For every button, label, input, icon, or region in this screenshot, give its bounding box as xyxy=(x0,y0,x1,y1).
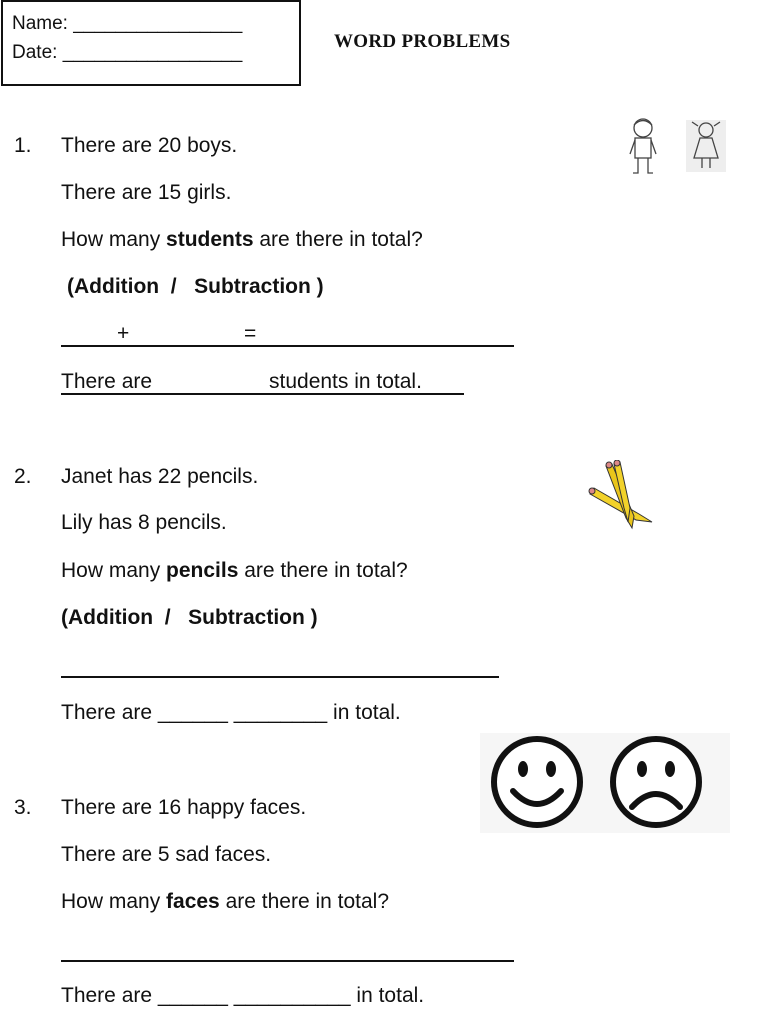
problem-1-line2: There are 15 girls. xyxy=(61,181,232,204)
problem-2-operation-choice[interactable]: (Addition / Subtraction ) xyxy=(61,606,318,629)
problem-1-question: How many students are there in total? xyxy=(61,228,423,251)
problem-2-question: How many pencils are there in total? xyxy=(61,559,408,582)
problem-2-equation-line[interactable] xyxy=(61,676,499,678)
plus-sign: + xyxy=(117,322,130,345)
problem-1-answer-pre: There are xyxy=(61,370,153,393)
problem-3-equation-line[interactable] xyxy=(61,960,514,962)
problem-2-number: 2. xyxy=(14,465,32,488)
problem-2-line2: Lily has 8 pencils. xyxy=(61,511,227,534)
problem-1-line1: There are 20 boys. xyxy=(61,134,238,157)
problem-3-line1: There are 16 happy faces. xyxy=(61,796,307,819)
boy-girl-clipart xyxy=(626,116,730,180)
page-title: WORD PROBLEMS xyxy=(334,31,511,52)
problem-3-answer[interactable]: There are ______ __________ in total. xyxy=(61,984,425,1007)
problem-2-line1: Janet has 22 pencils. xyxy=(61,465,259,488)
equals-sign: = xyxy=(244,322,257,345)
problem-3-line2: There are 5 sad faces. xyxy=(61,843,272,866)
happy-sad-faces-clipart xyxy=(480,733,730,833)
problem-3-question: How many faces are there in total? xyxy=(61,890,390,913)
equation-answer-line[interactable] xyxy=(61,345,514,347)
problem-1-operation-choice[interactable]: (Addition / Subtraction ) xyxy=(67,275,324,298)
sentence-answer-line[interactable] xyxy=(61,393,464,395)
problem-1-answer-post: students in total. xyxy=(269,370,422,393)
pencils-clipart xyxy=(584,460,658,532)
problem-3-number: 3. xyxy=(14,796,32,819)
name-date-box xyxy=(1,0,301,86)
problem-2-answer[interactable]: There are ______ ________ in total. xyxy=(61,701,401,724)
date-field[interactable]: Date: _________________ xyxy=(12,42,243,63)
problem-1-number: 1. xyxy=(14,134,32,157)
name-field[interactable]: Name: ________________ xyxy=(12,13,243,34)
